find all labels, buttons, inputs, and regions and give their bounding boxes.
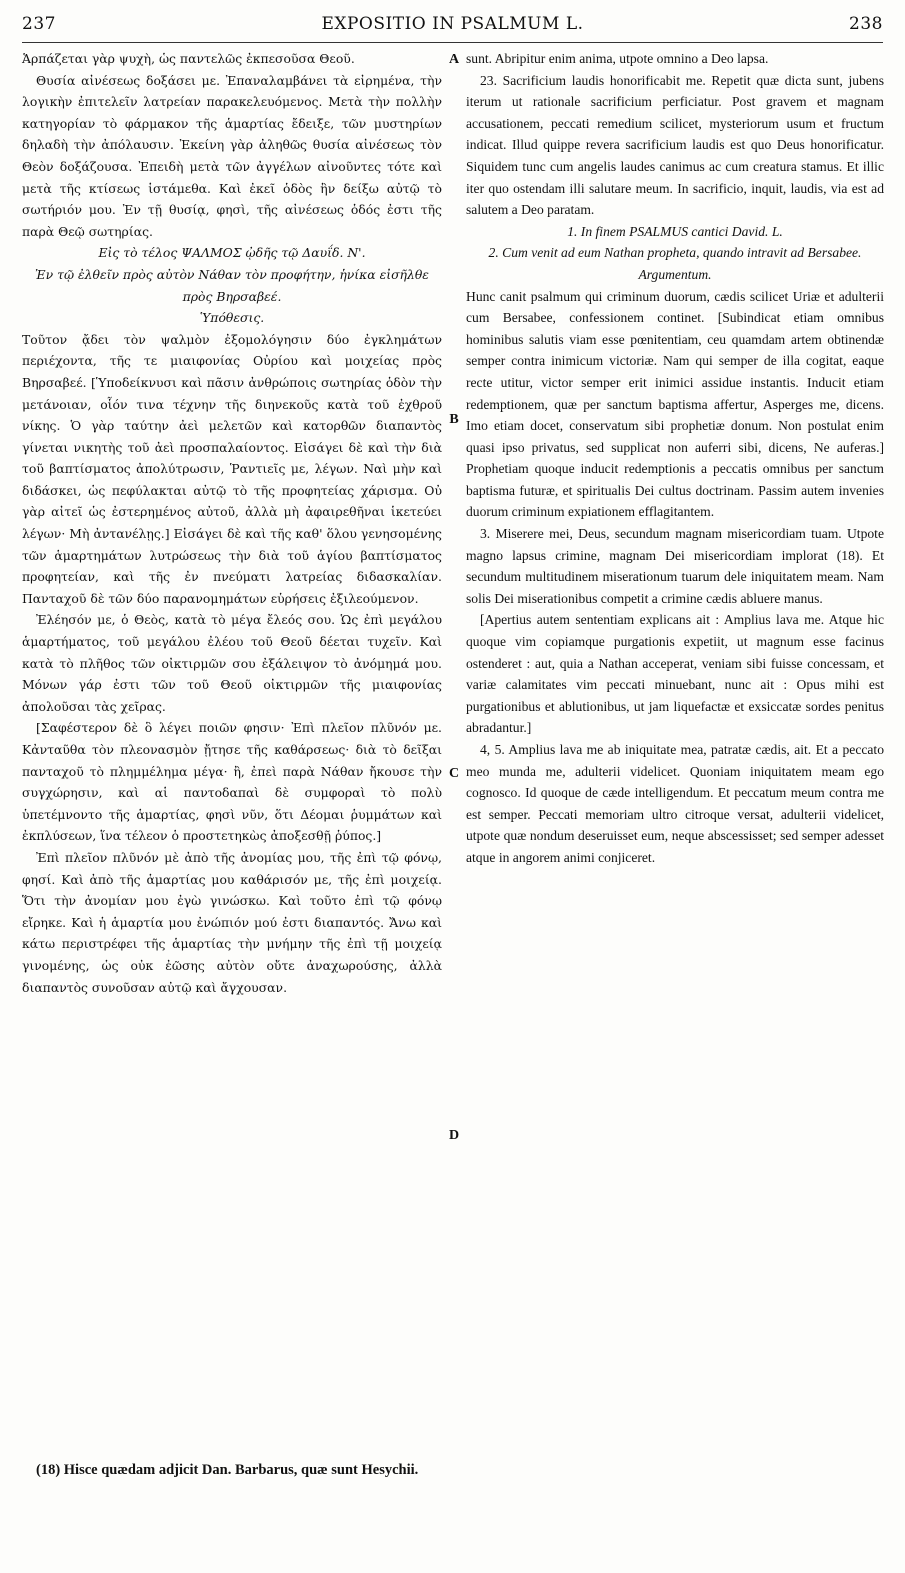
- latin-paragraph: 3. Miserere mei, Deus, secundum magnam misericordiam tuam. Utpote magno lapsus crimine, magnam Dei misericordiam implorat (18). Et secundum multitudinem miserationum tuarum dele iniquitatem meam. Nam solis Dei miserationibus competit a crimine cædis abluere manus.: [466, 526, 884, 606]
- latin-paragraph: sunt. Abripitur enim anima, utpote omnino a Deo lapsa.: [466, 51, 769, 66]
- latin-paragraph: 4, 5. Amplius lava me ab iniquitate mea, patratæ cædis, ait. Et a peccato meo munda me, adulterii videlicet. Quoniam iniquitatem meam ego cognosco. Id quoque de cæde intelligendum. Et peccatum meum contra me est semper. Peccati memoriam ultro citroque versat, adulterii videlicet, utpote quæ nondum deseruisset eum, neque abscessisset; sed semper adesset atque in angorem animi conjiceret.: [466, 742, 884, 865]
- running-title: EXPOSITIO IN PSALMUM L.: [321, 14, 584, 34]
- margin-letter: D: [448, 1128, 460, 1143]
- page-header: [22, 14, 883, 40]
- greek-psalm-title: Εἰς τὸ τέλος ΨΑΛΜΟΣ ᾠδῆς τῷ Δαυΐδ. Ν'.: [98, 245, 366, 261]
- page-number-right: 238: [849, 14, 883, 34]
- greek-paragraph: Θυσία αἰνέσεως δοξάσει με. Ἐπαναλαμβάνει τὰ εἰρημένα, τὴν λογικὴν ἐπιτελεῖν λατρείαν παρακελευόμενος. Μετὰ τὴν πολλὴν κατηγορίαν τὸ φάρμακον τῆς ἁμαρτίας ἔδειξε, τῶν μυστηρίων δηλαδὴ τὴν ἀπόλαυσιν. Ἐκείνη γὰρ ἀληθῶς θυσία αἰνέσεως τὸν Θεὸν δοξάζουσα. Ἐπειδὴ μετὰ τῶν ἀγγέλων αἰνοῦντες τότε καὶ μετὰ τῆς κτίσεως ἱστάμεθα. Καὶ ἐκεῖ ὁδὸς ἣν δείξω αὐτῷ τὸ σωτήριόν μου. Ἐν τῇ θυσίᾳ, φησὶ, τῆς αἰνέσεως ὁδός ἐστι τῆς παρὰ Θεῷ σωτηρίας.: [22, 72, 442, 239]
- greek-paragraph: Ἐλέησόν με, ὁ Θεὸς, κατὰ τὸ μέγα ἔλεός σου. Ὡς ἐπὶ μεγάλου ἁμαρτήματος, τοῦ μεγάλου ἐλέου τοῦ Θεοῦ δέεται τυχεῖν. Καὶ κατὰ τὸ πλῆθος τῶν οἰκτιρμῶν σου ἐξάλειψον τὸ ἀνόμημά μου. Μόνων γάρ ἐστι τῶν τοῦ Θεοῦ οἰκτιρμῶν τῆς μιαιφονίας ἀπολοῦσαι τὰς χεῖρας.: [22, 612, 442, 714]
- margin-letter: A: [448, 52, 460, 67]
- latin-superscription: 2. Cum venit ad eum Nathan propheta, quando intravit ad Bersabee.: [488, 245, 862, 261]
- latin-argument-heading: Argumentum.: [638, 266, 712, 282]
- greek-column: [22, 48, 442, 998]
- margin-letter: C: [448, 766, 460, 781]
- latin-paragraph: Hunc canit psalmum qui criminum duorum, cædis scilicet Uriæ et adulterii cum Bersabee, confessionem continet. [Subindicat etiam omnibus hominibus salutis viam esse pœnitentiam, ceu quamdam artem obtinendæ semper contra inimicum victoriæ. Nam qui semper de illa cogitat, eaque recte utitur, victor semper erit inimici assidue instantis. Inducit etiam redemptionem, quæ per sanctum baptisma affertur, Asperges me, dicens. Imo etiam docet, conservatum sibi prophetiæ donum. Non postulat enim quasi ipso privatus, sed supplicat non auferri sibi, dicens, Ne auferas.] Prophetiam quoque inducit redemptionis a peccatis omnibus per sanctum baptisma futuræ, et spiritualis Dei cultus doctrinam. Passim autem invenies duorum criminum expiationem efflagitantem.: [466, 288, 884, 520]
- latin-column: [466, 48, 884, 869]
- latin-psalm-title: 1. In finem PSALMUS cantici David. L.: [567, 223, 783, 239]
- latin-paragraph: [Apertius autem sententiam explicans ait : Amplius lava me. Atque hic quoque vim copiamque purgationis expetiit, ut magnum esse facinus ostenderet : aut, quia a Nathan acceperat, veniam sibi fuisse concessam, et variæ calamitates vim peccati minuebant, nunc ait : Opus mihi est purgationibus et ablutionibus, ut jam liquefactæ et exsiccatæ sordes penitus abradantur.]: [466, 612, 884, 736]
- page-number-left: 237: [22, 14, 56, 34]
- greek-argument-heading: Ὑπόθεσις.: [199, 310, 265, 326]
- footnote: (18) Hisce quædam adjicit Dan. Barbarus, quæ sunt Hesychii.: [36, 1462, 419, 1478]
- header-rule: [22, 42, 883, 43]
- latin-paragraph: 23. Sacrificium laudis honorificabit me. Repetit quæ dicta sunt, jubens iterum ut rationale sacrificium perficiatur. Post gravem et magnam accusationem, peccati remedium scilicet, mysteriorum usum et fructum indicat. Illud quippe revera sacrificium laudis est quo Deus honorificatur. Siquidem tunc cum angelis laudes canimus ac cum creatura stamus. Et illic iter quo ostendam illi salutare meum. In sacrificio, inquit, laudis, via est ad salutem a Deo paratam.: [466, 72, 884, 218]
- greek-paragraph: Τοῦτον ᾄδει τὸν ψαλμὸν ἐξομολόγησιν δύο ἐγκλημάτων περιέχοντα, τῆς τε μιαιφονίας Οὐρίου καὶ μοιχείας πρὸς Βηρσαβεέ. [Ὑποδείκνυσι καὶ πᾶσιν ἀνθρώποις σωτηρίας ὁδὸν τὴν μετάνοιαν, οἷόν τινα τέχνην τῆς διηνεκοῦς κατὰ τοῦ ἐχθροῦ νίκης. Ὁ γὰρ ταύτην ἀεὶ μελετῶν καὶ κατορθῶν διαπαντὸς γίνεται νικητὴς τοῦ ἀεὶ προσπαλαίοντος. Εἰσάγει δὲ καὶ τὴν διὰ τοῦ βαπτίσματος ἀπολύτρωσιν, Ῥαντιεῖς με, λέγων. Ναὶ μὴν καὶ διδάσκει, ὡς πεφύλακται αὐτῷ τὸ τῆς προφητείας χάρισμα. Οὐ γὰρ αἰτεῖ ὡς ἐστερημένος αὐτοῦ, ἀλλὰ μὴ ἀφαιρεθῆναι ἱκετεύει λέγων· Μὴ ἀντανέλῃς.] Εἰσάγει δὲ καὶ τῆς καθ' ὅλου γενησομένης τῶν ἁμαρτημάτων λυτρώσεως τὴν διὰ τοῦ ἁγίου βαπτίσματος προφητείαν, καὶ τῆς ἐν πνεύματι λατρείας διδασκαλίαν. Πανταχοῦ δὲ τῶν δύο παρανομημάτων εὑρήσεις ἐξιλεούμενον.: [22, 331, 442, 606]
- greek-paragraph: Ἁρπάζεται γὰρ ψυχὴ, ὡς παντελῶς ἐκπεσοῦσα Θεοῦ.: [22, 51, 355, 66]
- greek-paragraph: [Σαφέστερον δὲ ὃ λέγει ποιῶν φησιν· Ἐπὶ πλεῖον πλῦνόν με. Κἀνταῦθα τὸν πλεονασμὸν ᾔτησε τῆς καθάρσεως· διὰ τὸ δεῖξαι πανταχοῦ τὸ πλημμέλημα μέγα· ἢ, ἐπεὶ παρὰ Νάθαν ἤκουσε τὴν συγχώρησιν, καὶ αἱ παντοδαπαὶ δὲ συμφοραὶ τὸ πολὺ ὑπετέμνοντο τῆς ἁμαρτίας, φησὶ νῦν, ὅτι Δέομαι ῥυμμάτων καὶ ἐκπλύσεων, ἵνα τέλεον ὁ προστετηκὼς ἀποξεσθῇ ῥύπος.]: [22, 720, 442, 844]
- greek-superscription: Ἐν τῷ ἐλθεῖν πρὸς αὐτὸν Νάθαν τὸν προφήτην, ἡνίκα εἰσῆλθε πρὸς Βηρσαβεέ.: [35, 266, 429, 304]
- greek-paragraph: Ἐπὶ πλεῖον πλῦνόν μὲ ἀπὸ τῆς ἀνομίας μου, τῆς ἐπὶ τῷ φόνῳ, φησί. Καὶ ἀπὸ τῆς ἁμαρτίας μου καθάρισόν με, τῆς ἐπὶ μοιχείᾳ. Ὅτι τὴν ἀνομίαν μου ἐγὼ γινώσκω. Καὶ τοῦτο ἐπὶ τῷ φόνῳ εἴρηκε. Καὶ ἡ ἁμαρτία μου ἐνώπιόν μού ἐστι διαπαντός. Ἄνω καὶ κάτω περιστρέφει τῆς ἁμαρτίας τὴν μνήμην τῆς ἐπὶ τῇ μοιχείᾳ γινομένης, ὡς οὐκ ἐῶσης αὐτὸν οὔτε ἀναχωρούσης, ἀλλὰ διαπαντὸς συνοῦσαν αὐτῷ καὶ ἄγχουσαν.: [22, 849, 442, 995]
- margin-letter: B: [449, 412, 459, 427]
